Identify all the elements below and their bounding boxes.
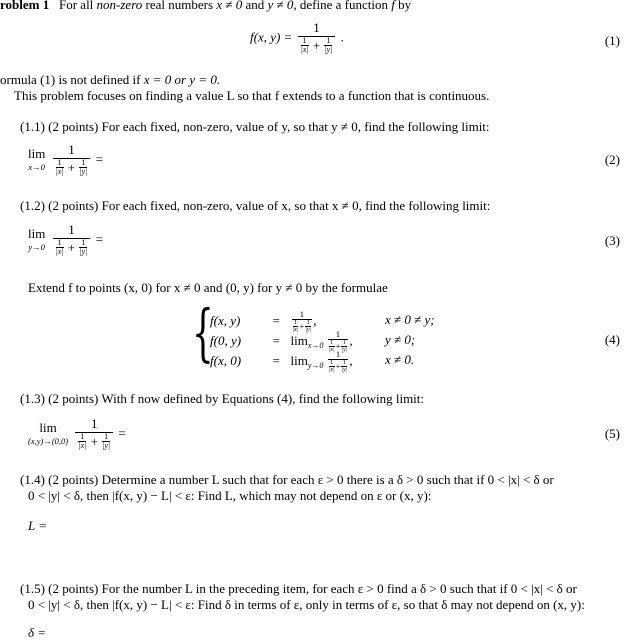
row2-eq: = bbox=[272, 332, 280, 348]
left-brace: { bbox=[192, 296, 214, 369]
system-row-2: f(0, $y) = \lim_{x\to 0}$ 1 $\frac{1}{|x|}$ + $\frac{1}{|y|}$ , y ≠ 0; bbox=[210, 329, 416, 354]
row3-cond: x ≠ 0. bbox=[385, 352, 415, 367]
eq-number-2: (2) bbox=[604, 152, 620, 167]
part-1-2-text: For each fixed, non-zero, value of x, so that x ≠ 0, find the following limit: bbox=[101, 198, 491, 213]
intro-text-d: and bbox=[245, 0, 265, 12]
problem-heading: roblem 1 bbox=[0, 0, 50, 12]
note-text: ormula (1) is not defined if bbox=[0, 72, 141, 87]
note-undefined bbox=[0, 72, 220, 88]
problem-intro bbox=[0, 0, 411, 13]
part-1-1-label: (1.1) bbox=[20, 119, 45, 134]
limit-fraction: 1 $\frac{1}{|x|}$ + $\frac{1}{|y|}$ bbox=[75, 416, 113, 451]
row1-eq: = bbox=[272, 312, 280, 328]
intro-f: f bbox=[391, 0, 395, 12]
part-1-1-prompt bbox=[20, 119, 490, 135]
eq-number-1: (1) bbox=[604, 33, 620, 48]
extend-text: Extend f to points (x, 0) for x ≠ 0 and (0, y) for y ≠ 0 by the formulae bbox=[28, 280, 388, 295]
equation-1: f(x, y) = 1 $\frac{1}{|x|}$ + $\frac{1}{|y|}$ . bbox=[250, 20, 344, 55]
system-row-1: f(x, y) = 1 $\frac{1}{|x|}$ + $\frac{1}{|y|}$ , x ≠ 0 ≠ y; bbox=[210, 309, 435, 334]
intro-text-c: real numbers bbox=[145, 0, 214, 12]
intro-x-ne-0: x ≠ 0 bbox=[216, 0, 243, 12]
row3-frac: 1 $\frac{1}{|x|}$ + $\frac{1}{|y|}$ bbox=[328, 349, 348, 374]
part-1-3-label: (1.3) bbox=[20, 391, 45, 406]
part-1-4-prompt bbox=[20, 472, 554, 488]
row1-cond: x ≠ 0 ≠ y; bbox=[385, 312, 435, 327]
part-1-1-limit: lim x→0 1 $\frac{1}{|x|}$ + $\frac{1}{|y|}$ = bbox=[28, 142, 103, 177]
intro-text-a: For all bbox=[58, 0, 94, 12]
part-1-3-prompt bbox=[20, 391, 424, 407]
part-1-5-line1: For the number L in the preceding item, for each ε > 0 find a δ > 0 such that if 0 < |x| < δ or bbox=[101, 581, 577, 596]
eq-number-4: (4) bbox=[604, 332, 620, 347]
row3-lhs: f(x, 0) bbox=[210, 352, 242, 368]
lim-operator: lim (x,y)→(0,0) bbox=[28, 420, 69, 446]
lim-operator: lim x→0 bbox=[28, 146, 46, 172]
part-1-3-limit: lim (x,y)→(0,0) 1 $\frac{1}{|x|}$ + $\frac{1}{|y|}$ = bbox=[28, 416, 126, 451]
part-1-1-text: For each fixed, non-zero, value of y, so that y ≠ 0, find the following limit: bbox=[101, 119, 490, 134]
row2-frac: 1 $\frac{1}{|x|}$ + $\frac{1}{|y|}$ bbox=[328, 329, 348, 354]
limit-fraction: 1 $\frac{1}{|x|}$ + $\frac{1}{|y|}$ bbox=[53, 222, 91, 257]
row2-lhs: f(0, y) bbox=[210, 332, 242, 348]
part-1-5-prompt bbox=[20, 581, 577, 597]
intro-text-e: , define a function bbox=[293, 0, 388, 12]
part-1-2-limit: lim y→0 1 $\frac{1}{|x|}$ + $\frac{1}{|y|}$ = bbox=[28, 222, 103, 257]
def-fraction bbox=[298, 20, 336, 55]
row2-cond: y ≠ 0; bbox=[385, 332, 416, 347]
def-frac-den: $\frac{1}{|x|}$ + $\frac{1}{|y|}$ bbox=[298, 36, 336, 55]
intro-text-b: non-zero bbox=[96, 0, 143, 12]
row1-frac: 1 $\frac{1}{|x|}$ + $\frac{1}{|y|}$ bbox=[292, 309, 312, 334]
part-1-4-answer[interactable]: L = bbox=[28, 518, 48, 533]
intro-y-ne-0: y ≠ 0 bbox=[267, 0, 294, 12]
def-lhs: f(x, y) = bbox=[250, 29, 293, 45]
part-1-1-points: (2 points) bbox=[48, 119, 99, 134]
focus-text: This problem focuses on finding a value L so that f extends to a function that is continuous. bbox=[14, 88, 490, 103]
row3-eq: = bbox=[272, 352, 280, 368]
eq-number-5: (5) bbox=[604, 426, 620, 441]
part-1-3-text: With f now defined by Equations (4), find the following limit: bbox=[101, 391, 425, 406]
part-1-5-answer[interactable]: δ = bbox=[28, 625, 47, 640]
eq-number-3: (3) bbox=[604, 233, 620, 248]
part-1-5-points: (2 points) bbox=[48, 581, 99, 596]
part-1-3-points: (2 points) bbox=[48, 391, 99, 406]
row1-lhs: f(x, y) bbox=[210, 312, 241, 328]
part-1-2-prompt bbox=[20, 198, 490, 214]
part-1-5-label: (1.5) bbox=[20, 581, 45, 596]
note-math: x = 0 or y = 0. bbox=[143, 72, 221, 87]
lim-operator: lim y→0 bbox=[28, 226, 46, 252]
part-1-2-points: (2 points) bbox=[48, 198, 99, 213]
part-1-4-points: (2 points) bbox=[48, 472, 99, 487]
intro-text-f: by bbox=[398, 0, 412, 12]
part-1-5-line2: 0 < |y| < δ, then |f(x, y) − L| < ε: Find δ in terms of ε, only in terms of ε, so that δ may not depend on (x, y): bbox=[28, 597, 585, 612]
part-1-4-label: (1.4) bbox=[20, 472, 45, 487]
limit-fraction: 1 $\frac{1}{|x|}$ + $\frac{1}{|y|}$ bbox=[53, 142, 91, 177]
part-1-4-line2: 0 < |y| < δ, then |f(x, y) − L| < ε: Find L, which may not depend on ε or (x, y): bbox=[28, 488, 432, 503]
system-row-3: f(x, $0) = \lim_{y\to 0}$ 1 $\frac{1}{|x|}$ + $\frac{1}{|y|}$ , x ≠ 0. bbox=[210, 349, 415, 374]
part-1-4-line1: Determine a number L such that for each ε > 0 there is a δ > 0 such that if 0 < |x| < δ or bbox=[101, 472, 554, 487]
def-frac-num: 1 bbox=[313, 20, 320, 35]
part-1-2-label: (1.2) bbox=[20, 198, 45, 213]
